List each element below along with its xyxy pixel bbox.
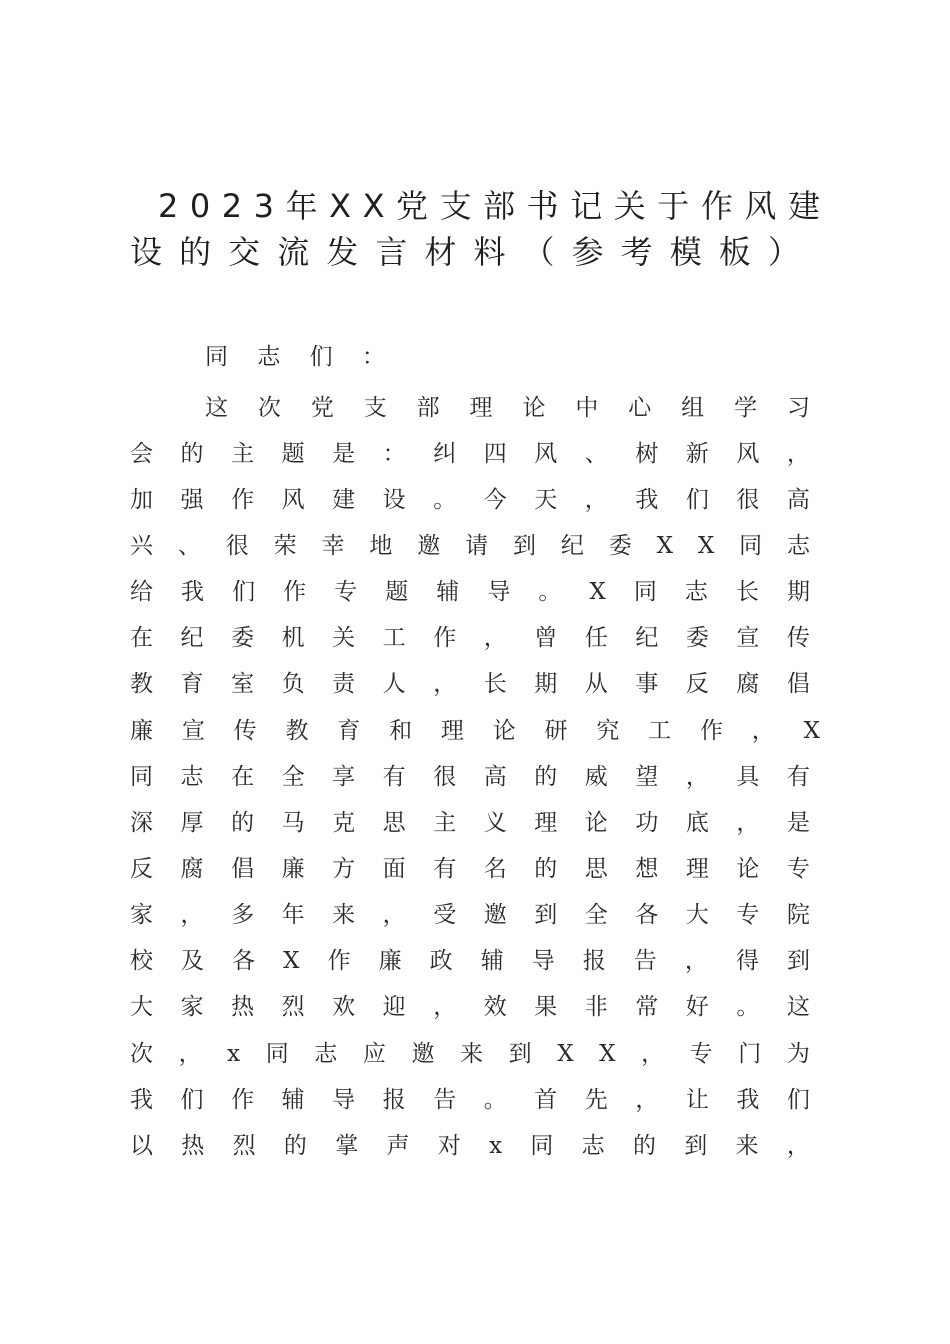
body-line: 同 志 在 全 享 有 很 高 的 威 望 ， 具 有: [130, 764, 810, 790]
document-title-line-2: 设 的 交 流 发 言 材 料 （ 参 考 模 板 ）: [130, 233, 800, 271]
body-line: 我 们 作 辅 导 报 告 。 首 先 ， 让 我 们: [130, 1087, 810, 1113]
body-line: 次 ， x 同 志 应 邀 来 到 X X ， 专 门 为: [130, 1041, 810, 1067]
body-line: 给 我 们 作 专 题 辅 导 。 X 同 志 长 期: [130, 579, 810, 605]
greeting: 同 志 们 ：: [205, 344, 385, 370]
body-line: 在 纪 委 机 关 工 作 ， 曾 任 纪 委 宣 传: [130, 625, 810, 651]
body-line: 深 厚 的 马 克 思 主 义 理 论 功 底 ， 是: [130, 810, 810, 836]
body-line: 以 热 烈 的 掌 声 对 x 同 志 的 到 来 ，: [130, 1133, 810, 1159]
body-line: 加 强 作 风 建 设 。 今 天 ， 我 们 很 高: [130, 487, 810, 513]
body-line: 家 ， 多 年 来 ， 受 邀 到 全 各 大 专 院: [130, 902, 810, 928]
body-line: 校 及 各 X 作 廉 政 辅 导 报 告 ， 得 到: [130, 948, 810, 974]
body-line: 教 育 室 负 责 人 ， 长 期 从 事 反 腐 倡: [130, 671, 810, 697]
body-line: 廉 宣 传 教 育 和 理 论 研 究 工 作 ， X: [130, 718, 820, 744]
document-title-line-1: 2 0 2 3 年 X X 党 支 部 书 记 关 于 作 风 建: [158, 187, 820, 225]
body-line: 反 腐 倡 廉 方 面 有 名 的 思 想 理 论 专: [130, 856, 810, 882]
body-line: 大 家 热 烈 欢 迎 ， 效 果 非 常 好 。 这: [130, 994, 810, 1020]
body-line: 兴 、 很 荣 幸 地 邀 请 到 纪 委 X X 同 志: [130, 533, 810, 559]
body-line: 会 的 主 题 是 ： 纠 四 风 、 树 新 风 ，: [130, 441, 810, 467]
body-line: 这 次 党 支 部 理 论 中 心 组 学 习: [205, 395, 810, 421]
